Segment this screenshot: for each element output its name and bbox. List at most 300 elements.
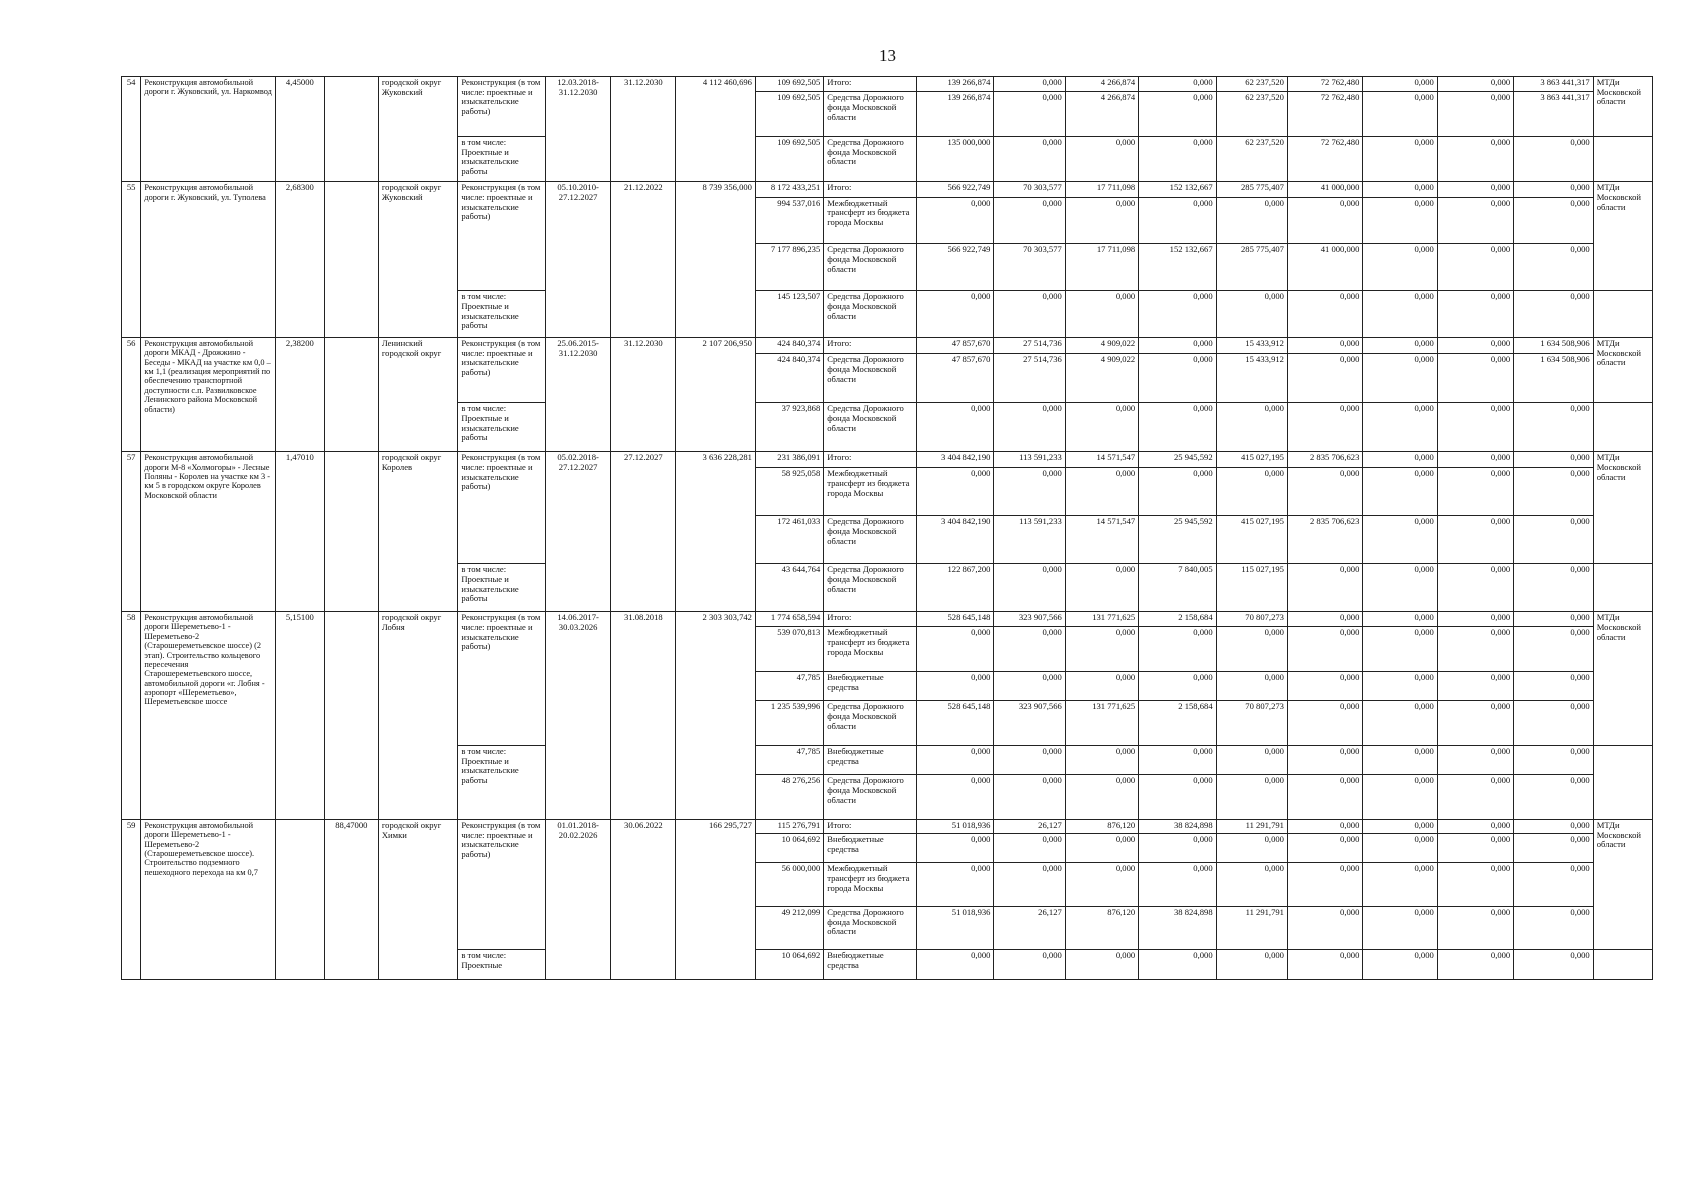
funding-value: 0,000 — [1437, 291, 1513, 338]
funding-value: 566 922,749 — [917, 244, 994, 291]
sub-label: в том числе: Проектные и изыскательские работы — [458, 136, 546, 182]
funding-value: 0,000 — [1363, 671, 1437, 700]
responsible-org: МТДи Московской области — [1593, 452, 1652, 564]
funding-value: 0,000 — [1287, 863, 1362, 907]
table-body — [122, 77, 1653, 980]
municipality: городской округ Королев — [378, 452, 458, 612]
work-type: Реконструкция (в том числе: проектные и изыскательские работы) — [458, 452, 546, 564]
funding-value: 0,000 — [1363, 516, 1437, 564]
funding-value: 0,000 — [1437, 745, 1513, 774]
period: 05.10.2010-27.12.2027 — [546, 182, 611, 338]
funding-value: 876,120 — [1065, 906, 1138, 950]
funding-value: 0,000 — [1437, 244, 1513, 291]
funding-value: 0,000 — [1287, 354, 1362, 403]
funding-value: 72 762,480 — [1287, 136, 1362, 182]
work-type: Реконструкция (в том числе: проектные и изыскательские работы) — [458, 612, 546, 746]
funding-value: 62 237,520 — [1216, 77, 1287, 92]
funding-value: 25 945,592 — [1139, 452, 1216, 468]
funding-value: 3 863 441,317 — [1514, 92, 1594, 137]
length-b — [324, 452, 378, 612]
funding-value: 0,000 — [1216, 627, 1287, 672]
funding-source: Межбюджетный трансферт из бюджета города Москвы — [824, 468, 917, 516]
funding-value: 415 027,195 — [1216, 516, 1287, 564]
responsible-org: МТДи Московской области — [1593, 182, 1652, 291]
funding-value: 0,000 — [1139, 745, 1216, 774]
funding-value: 0,000 — [1363, 403, 1437, 452]
funding-total: 172 461,033 — [755, 516, 823, 564]
funding-total: 231 386,091 — [755, 452, 823, 468]
funding-value: 0,000 — [1437, 516, 1513, 564]
funding-value: 17 711,098 — [1065, 244, 1138, 291]
funding-value: 0,000 — [1514, 834, 1594, 863]
funding-value: 0,000 — [1514, 136, 1594, 182]
funding-value: 0,000 — [1287, 775, 1362, 820]
funding-value: 0,000 — [1216, 468, 1287, 516]
funding-value: 0,000 — [1065, 775, 1138, 820]
funding-total: 37 923,868 — [755, 403, 823, 452]
funding-value: 0,000 — [1437, 354, 1513, 403]
funding-value: 0,000 — [1437, 182, 1513, 197]
funding-source: Внебюджетные средства — [824, 834, 917, 863]
funding-value: 0,000 — [1363, 612, 1437, 627]
funding-value: 15 433,912 — [1216, 354, 1287, 403]
funding-value: 0,000 — [994, 671, 1065, 700]
funding-value: 0,000 — [1065, 627, 1138, 672]
length-a — [275, 819, 324, 979]
funding-value: 0,000 — [1363, 244, 1437, 291]
funding-value: 0,000 — [1437, 627, 1513, 672]
funding-value: 0,000 — [1514, 244, 1594, 291]
funding-value: 0,000 — [1287, 197, 1362, 244]
funding-value: 0,000 — [1065, 468, 1138, 516]
funding-source: Средства Дорожного фонда Московской области — [824, 516, 917, 564]
funding-value: 70 303,577 — [994, 244, 1065, 291]
object-name: Реконструкция автомобильной дороги г. Жуковский, ул. Наркомвод — [141, 77, 276, 182]
estimated-cost: 166 295,727 — [676, 819, 756, 979]
length-b — [324, 337, 378, 451]
funding-source: Итого: — [824, 77, 917, 92]
funding-value: 528 645,148 — [917, 612, 994, 627]
sub-label: в том числе: Проектные и изыскательские работы — [458, 403, 546, 452]
page-number: 13 — [879, 46, 896, 65]
funding-value: 0,000 — [1216, 291, 1287, 338]
object-name: Реконструкция автомобильной дороги г. Жуковский, ул. Туполева — [141, 182, 276, 338]
row-number: 54 — [122, 77, 141, 182]
funding-value: 0,000 — [994, 468, 1065, 516]
funding-value: 0,000 — [1514, 950, 1594, 980]
length-b: 88,47000 — [324, 819, 378, 979]
funding-value: 152 132,667 — [1139, 182, 1216, 197]
funding-value: 1 634 508,906 — [1514, 337, 1594, 353]
responsible-org-empty — [1593, 950, 1652, 980]
responsible-org-empty — [1593, 564, 1652, 612]
funding-value: 0,000 — [917, 775, 994, 820]
municipality: городской округ Химки — [378, 819, 458, 979]
funding-value: 0,000 — [1287, 291, 1362, 338]
funding-value: 62 237,520 — [1216, 92, 1287, 137]
funding-value: 2 835 706,623 — [1287, 516, 1362, 564]
municipality: городской округ Жуковский — [378, 77, 458, 182]
funding-value: 0,000 — [1139, 627, 1216, 672]
funding-total: 1 235 539,996 — [755, 701, 823, 746]
funding-value: 0,000 — [1363, 775, 1437, 820]
funding-value: 0,000 — [1437, 819, 1513, 833]
funding-value: 0,000 — [1139, 950, 1216, 980]
length-b — [324, 612, 378, 820]
funding-value: 0,000 — [1514, 775, 1594, 820]
funding-source: Средства Дорожного фонда Московской области — [824, 92, 917, 137]
financing-table — [121, 76, 1653, 980]
funding-value: 0,000 — [917, 468, 994, 516]
funding-value: 0,000 — [994, 745, 1065, 774]
funding-source: Средства Дорожного фонда Московской области — [824, 244, 917, 291]
responsible-org: МТДи Московской области — [1593, 337, 1652, 402]
funding-value: 0,000 — [1363, 564, 1437, 612]
funding-total: 994 537,016 — [755, 197, 823, 244]
funding-value: 47 857,670 — [917, 337, 994, 353]
funding-value: 0,000 — [994, 775, 1065, 820]
table-row — [122, 337, 1653, 353]
funding-value: 0,000 — [1139, 468, 1216, 516]
funding-value: 113 591,233 — [994, 452, 1065, 468]
funding-total: 58 925,058 — [755, 468, 823, 516]
municipality: Ленинский городской округ — [378, 337, 458, 451]
funding-value: 15 433,912 — [1216, 337, 1287, 353]
funding-value: 0,000 — [1287, 950, 1362, 980]
funding-value: 0,000 — [1216, 197, 1287, 244]
funding-total: 1 774 658,594 — [755, 612, 823, 627]
table-row — [122, 77, 1653, 92]
funding-value: 26,127 — [994, 819, 1065, 833]
funding-value: 0,000 — [917, 291, 994, 338]
funding-value: 14 571,547 — [1065, 452, 1138, 468]
funding-value: 0,000 — [994, 403, 1065, 452]
funding-value: 72 762,480 — [1287, 77, 1362, 92]
funding-value: 41 000,000 — [1287, 244, 1362, 291]
completion-date: 21.12.2022 — [611, 182, 676, 338]
funding-value: 0,000 — [1216, 863, 1287, 907]
funding-value: 0,000 — [1514, 452, 1594, 468]
funding-value: 115 027,195 — [1216, 564, 1287, 612]
row-number: 59 — [122, 819, 141, 979]
funding-value: 0,000 — [1437, 452, 1513, 468]
funding-total: 8 172 433,251 — [755, 182, 823, 197]
funding-value: 0,000 — [1139, 775, 1216, 820]
funding-value: 26,127 — [994, 906, 1065, 950]
funding-value: 0,000 — [917, 627, 994, 672]
funding-total: 115 276,791 — [755, 819, 823, 833]
funding-total: 47,785 — [755, 745, 823, 774]
funding-value: 0,000 — [1363, 136, 1437, 182]
responsible-org-empty — [1593, 136, 1652, 182]
funding-value: 0,000 — [1437, 77, 1513, 92]
funding-value: 0,000 — [1139, 834, 1216, 863]
row-number: 57 — [122, 452, 141, 612]
funding-source: Межбюджетный трансферт из бюджета города Москвы — [824, 863, 917, 907]
funding-value: 0,000 — [1139, 136, 1216, 182]
funding-value: 0,000 — [1437, 136, 1513, 182]
funding-value: 0,000 — [917, 671, 994, 700]
funding-value: 0,000 — [1437, 671, 1513, 700]
funding-value: 0,000 — [917, 197, 994, 244]
funding-value: 4 266,874 — [1065, 92, 1138, 137]
funding-value: 27 514,736 — [994, 337, 1065, 353]
completion-date: 30.06.2022 — [611, 819, 676, 979]
funding-value: 113 591,233 — [994, 516, 1065, 564]
sub-label: в том числе: Проектные и изыскательские работы — [458, 291, 546, 338]
responsible-org-empty — [1593, 745, 1652, 819]
funding-total: 424 840,374 — [755, 354, 823, 403]
funding-value: 0,000 — [1065, 564, 1138, 612]
funding-value: 14 571,547 — [1065, 516, 1138, 564]
funding-source: Итого: — [824, 337, 917, 353]
funding-source: Итого: — [824, 819, 917, 833]
funding-value: 7 840,005 — [1139, 564, 1216, 612]
object-name: Реконструкция автомобильной дороги Шереметьево-1 - Шереметьево-2 (Старошереметьевское шоссе). Строительство подземного пешеходного перехода на км 0,7 — [141, 819, 276, 979]
funding-source: Средства Дорожного фонда Московской области — [824, 291, 917, 338]
funding-value: 0,000 — [1437, 92, 1513, 137]
funding-value: 135 000,000 — [917, 136, 994, 182]
funding-value: 0,000 — [1363, 627, 1437, 672]
period: 12.03.2018-31.12.2030 — [546, 77, 611, 182]
funding-value: 0,000 — [1363, 834, 1437, 863]
funding-value: 0,000 — [1139, 92, 1216, 137]
funding-source: Итого: — [824, 452, 917, 468]
funding-value: 0,000 — [1437, 863, 1513, 907]
table-row — [122, 612, 1653, 627]
funding-value: 27 514,736 — [994, 354, 1065, 403]
funding-value: 0,000 — [1437, 337, 1513, 353]
completion-date: 31.12.2030 — [611, 337, 676, 451]
funding-total: 10 064,692 — [755, 834, 823, 863]
funding-value: 0,000 — [1514, 612, 1594, 627]
funding-value: 0,000 — [994, 950, 1065, 980]
funding-value: 0,000 — [1065, 950, 1138, 980]
object-name: Реконструкция автомобильной дороги Шереметьево-1 - Шереметьево-2 (Старошереметьевское шоссе) (2 этап). Строительство кольцевого пересечения Старошереметьевского шоссе, автомобильной дороги «г. Лобня - аэропорт «Шереметьево», Шереметьевское шоссе — [141, 612, 276, 820]
funding-value: 876,120 — [1065, 819, 1138, 833]
funding-value: 0,000 — [1139, 354, 1216, 403]
funding-value: 0,000 — [917, 950, 994, 980]
funding-total: 10 064,692 — [755, 950, 823, 980]
work-type: Реконструкция (в том числе: проектные и изыскательские работы) — [458, 337, 546, 402]
funding-value: 0,000 — [1065, 671, 1138, 700]
funding-source: Средства Дорожного фонда Московской области — [824, 136, 917, 182]
sub-label: в том числе: Проектные и изыскательские работы — [458, 745, 546, 819]
funding-value: 0,000 — [994, 92, 1065, 137]
funding-value: 0,000 — [1514, 197, 1594, 244]
funding-value: 0,000 — [1287, 564, 1362, 612]
funding-value: 70 303,577 — [994, 182, 1065, 197]
funding-value: 0,000 — [1139, 337, 1216, 353]
funding-value: 17 711,098 — [1065, 182, 1138, 197]
responsible-org-empty — [1593, 403, 1652, 452]
funding-value: 0,000 — [1514, 291, 1594, 338]
period: 14.06.2017-30.03.2026 — [546, 612, 611, 820]
responsible-org-empty — [1593, 291, 1652, 338]
funding-value: 4 909,022 — [1065, 354, 1138, 403]
funding-value: 38 824,898 — [1139, 906, 1216, 950]
responsible-org: МТДи Московской области — [1593, 612, 1652, 746]
funding-value: 0,000 — [917, 863, 994, 907]
funding-value: 285 775,407 — [1216, 244, 1287, 291]
funding-value: 2 158,684 — [1139, 612, 1216, 627]
funding-source: Межбюджетный трансферт из бюджета города Москвы — [824, 197, 917, 244]
funding-value: 0,000 — [994, 564, 1065, 612]
funding-total: 539 070,813 — [755, 627, 823, 672]
funding-value: 11 291,791 — [1216, 819, 1287, 833]
funding-value: 0,000 — [1363, 452, 1437, 468]
funding-value: 0,000 — [917, 403, 994, 452]
funding-value: 0,000 — [1363, 92, 1437, 137]
table-row — [122, 819, 1653, 833]
funding-value: 0,000 — [1216, 745, 1287, 774]
funding-value: 0,000 — [1065, 291, 1138, 338]
period: 05.02.2018-27.12.2027 — [546, 452, 611, 612]
funding-value: 0,000 — [1363, 182, 1437, 197]
funding-value: 0,000 — [1363, 337, 1437, 353]
funding-value: 0,000 — [1437, 468, 1513, 516]
funding-value: 0,000 — [1139, 197, 1216, 244]
municipality: городской округ Жуковский — [378, 182, 458, 338]
sub-label: в том числе: Проектные и изыскательские работы — [458, 564, 546, 612]
funding-value: 0,000 — [1437, 834, 1513, 863]
funding-value: 0,000 — [1363, 819, 1437, 833]
funding-value: 0,000 — [1287, 819, 1362, 833]
funding-value: 323 907,566 — [994, 701, 1065, 746]
funding-value: 139 266,874 — [917, 77, 994, 92]
length-b — [324, 182, 378, 338]
funding-value: 0,000 — [1287, 745, 1362, 774]
funding-value: 0,000 — [1287, 906, 1362, 950]
funding-value: 0,000 — [1514, 403, 1594, 452]
funding-value: 0,000 — [1139, 671, 1216, 700]
funding-total: 56 000,000 — [755, 863, 823, 907]
funding-value: 0,000 — [1139, 77, 1216, 92]
funding-value: 4 909,022 — [1065, 337, 1138, 353]
funding-total: 43 644,764 — [755, 564, 823, 612]
funding-value: 0,000 — [1363, 354, 1437, 403]
funding-value: 0,000 — [1437, 403, 1513, 452]
funding-value: 0,000 — [1437, 197, 1513, 244]
funding-source: Внебюджетные средства — [824, 671, 917, 700]
funding-value: 0,000 — [994, 627, 1065, 672]
completion-date: 31.12.2030 — [611, 77, 676, 182]
funding-value: 122 867,200 — [917, 564, 994, 612]
funding-value: 62 237,520 — [1216, 136, 1287, 182]
funding-value: 11 291,791 — [1216, 906, 1287, 950]
object-name: Реконструкция автомобильной дороги М-8 «Холмогоры» - Лесные Поляны - Королев на участке км 3 - км 5 в городском округе Королев Московской области — [141, 452, 276, 612]
funding-source: Средства Дорожного фонда Московской области — [824, 564, 917, 612]
period: 01.01.2018-20.02.2026 — [546, 819, 611, 979]
funding-value: 0,000 — [1363, 950, 1437, 980]
funding-value: 0,000 — [1514, 564, 1594, 612]
funding-value: 41 000,000 — [1287, 182, 1362, 197]
funding-value: 0,000 — [1514, 863, 1594, 907]
funding-value: 0,000 — [1287, 627, 1362, 672]
funding-value: 0,000 — [1363, 863, 1437, 907]
funding-source: Итого: — [824, 182, 917, 197]
row-number: 56 — [122, 337, 141, 451]
funding-value: 3 863 441,317 — [1514, 77, 1594, 92]
funding-value: 139 266,874 — [917, 92, 994, 137]
funding-value: 0,000 — [1216, 671, 1287, 700]
funding-total: 7 177 896,235 — [755, 244, 823, 291]
funding-value: 0,000 — [1363, 745, 1437, 774]
funding-value: 0,000 — [1514, 701, 1594, 746]
funding-total: 109 692,505 — [755, 136, 823, 182]
funding-value: 0,000 — [1287, 834, 1362, 863]
length-a: 5,15100 — [275, 612, 324, 820]
funding-value: 38 824,898 — [1139, 819, 1216, 833]
funding-value: 0,000 — [1065, 863, 1138, 907]
funding-value: 4 266,874 — [1065, 77, 1138, 92]
funding-value: 0,000 — [1437, 612, 1513, 627]
funding-value: 0,000 — [1216, 403, 1287, 452]
funding-value: 2 158,684 — [1139, 701, 1216, 746]
funding-value: 0,000 — [1363, 701, 1437, 746]
funding-value: 0,000 — [1363, 77, 1437, 92]
funding-value: 0,000 — [1363, 906, 1437, 950]
funding-value: 0,000 — [1514, 516, 1594, 564]
funding-value: 323 907,566 — [994, 612, 1065, 627]
funding-value: 1 634 508,906 — [1514, 354, 1594, 403]
funding-value: 0,000 — [1139, 863, 1216, 907]
work-type: Реконструкция (в том числе: проектные и изыскательские работы) — [458, 182, 546, 291]
estimated-cost: 2 303 303,742 — [676, 612, 756, 820]
funding-value: 0,000 — [1065, 197, 1138, 244]
funding-source: Итого: — [824, 612, 917, 627]
funding-value: 0,000 — [1514, 819, 1594, 833]
funding-value: 0,000 — [1514, 745, 1594, 774]
funding-value: 51 018,936 — [917, 819, 994, 833]
table-row — [122, 452, 1653, 468]
funding-value: 0,000 — [1363, 197, 1437, 244]
funding-value: 0,000 — [1139, 403, 1216, 452]
funding-value: 0,000 — [1437, 701, 1513, 746]
funding-value: 0,000 — [1216, 950, 1287, 980]
funding-value: 47 857,670 — [917, 354, 994, 403]
funding-source: Средства Дорожного фонда Московской области — [824, 906, 917, 950]
funding-value: 0,000 — [1363, 291, 1437, 338]
funding-total: 109 692,505 — [755, 77, 823, 92]
funding-value: 152 132,667 — [1139, 244, 1216, 291]
length-a: 1,47010 — [275, 452, 324, 612]
length-a: 2,68300 — [275, 182, 324, 338]
funding-value: 3 404 842,190 — [917, 452, 994, 468]
funding-source: Средства Дорожного фонда Московской области — [824, 403, 917, 452]
estimated-cost: 8 739 356,000 — [676, 182, 756, 338]
funding-total: 48 276,256 — [755, 775, 823, 820]
estimated-cost: 2 107 206,950 — [676, 337, 756, 451]
funding-value: 0,000 — [1514, 906, 1594, 950]
funding-value: 566 922,749 — [917, 182, 994, 197]
length-a: 2,38200 — [275, 337, 324, 451]
funding-value: 2 835 706,623 — [1287, 452, 1362, 468]
length-b — [324, 77, 378, 182]
funding-value: 70 807,273 — [1216, 701, 1287, 746]
funding-value: 0,000 — [1287, 403, 1362, 452]
funding-value: 528 645,148 — [917, 701, 994, 746]
funding-value: 51 018,936 — [917, 906, 994, 950]
funding-source: Внебюджетные средства — [824, 950, 917, 980]
period: 25.06.2015-31.12.2030 — [546, 337, 611, 451]
funding-value: 0,000 — [1514, 627, 1594, 672]
funding-value: 25 945,592 — [1139, 516, 1216, 564]
funding-total: 47,785 — [755, 671, 823, 700]
funding-source: Средства Дорожного фонда Московской области — [824, 775, 917, 820]
funding-total: 109 692,505 — [755, 92, 823, 137]
funding-value: 0,000 — [1065, 834, 1138, 863]
